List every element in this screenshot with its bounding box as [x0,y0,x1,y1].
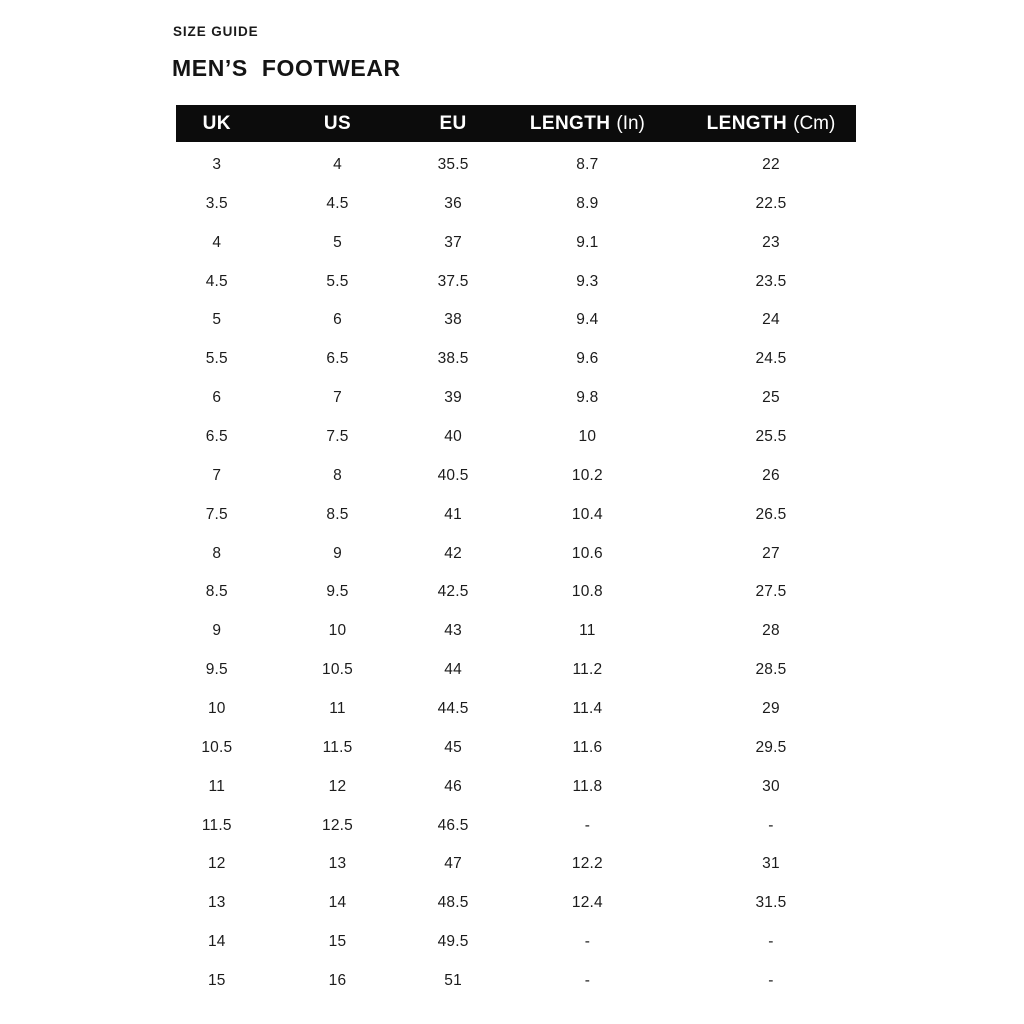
table-row [176,884,856,923]
cell-us: 5 [333,233,342,251]
cell-length-in: 9.1 [576,233,599,251]
cell-length-cm: 27 [762,544,780,562]
cell-eu: 47 [444,855,462,873]
cell-uk: 4.5 [205,272,228,290]
cell-eu: 39 [444,389,462,407]
cell-uk: 12 [207,855,226,873]
cell-length-in: 9.6 [576,350,599,368]
cell-us: 15 [328,933,347,951]
column-header-us [258,114,418,133]
cell-uk: 6 [212,389,222,407]
cell-length-in: 11.2 [572,661,603,679]
cell-uk: 5.5 [205,350,228,368]
cell-length-cm: 25 [762,389,780,407]
cell-length-in: 10.2 [571,466,603,484]
table-row [176,845,856,884]
cell-uk: 11.5 [201,816,232,834]
cell-us: 4 [333,156,342,174]
cell-length-in: 9.4 [576,311,599,329]
cell-uk: 13 [207,894,226,912]
table-header [176,105,856,142]
table-row [176,301,856,340]
table-row [176,573,856,612]
cell-length-cm: 29 [762,700,780,718]
cell-length-in: 11.8 [572,777,603,795]
cell-length-cm: 26.5 [755,505,787,523]
cell-uk: 9 [212,622,222,640]
table-row [176,262,856,301]
cell-length-cm: 22 [762,156,780,174]
cell-us: 16 [328,972,347,990]
cell-length-in: 8.9 [576,194,599,212]
table-row [176,418,856,457]
cell-length-in: - [584,972,591,990]
cell-eu: 49.5 [437,933,469,951]
cell-uk: 15 [207,972,226,990]
column-header-length-cm [686,114,856,133]
cell-length-in: 12.4 [571,894,603,912]
table-body [176,146,856,1001]
cell-length-cm: 23.5 [755,272,787,290]
cell-length-cm: 30 [762,777,780,795]
cell-eu: 37 [444,233,462,251]
cell-uk: 10 [207,700,226,718]
cell-length-cm: 24.5 [755,350,787,368]
cell-length-cm: 25.5 [755,428,787,446]
cell-length-in: 12.2 [571,855,603,873]
cell-eu: 40 [444,428,462,446]
column-header-uk [176,114,258,133]
table-row [176,534,856,573]
table-row [176,495,856,534]
cell-uk: 8 [212,544,222,562]
table-row [176,651,856,690]
cell-length-in: 10.8 [571,583,603,601]
column-header-length-in-label: LENGTH [529,113,611,134]
cell-length-in: 9.8 [576,389,599,407]
column-header-us-label: US [323,113,352,134]
column-header-uk-label: UK [202,113,231,134]
cell-eu: 44.5 [437,700,469,718]
column-header-length-cm-unit: (Cm) [793,113,836,134]
cell-length-cm: 29.5 [755,738,787,756]
cell-us: 5.5 [326,272,349,290]
cell-uk: 3.5 [205,194,228,212]
cell-length-cm: 28 [762,622,780,640]
cell-length-cm: 24 [762,311,780,329]
cell-uk: 14 [207,933,226,951]
cell-uk: 4 [212,233,222,251]
table-row [176,806,856,845]
cell-length-cm: 26 [762,466,780,484]
column-header-eu [417,114,488,133]
table-row [176,728,856,767]
cell-length-cm: - [768,933,774,951]
cell-uk: 10.5 [201,738,233,756]
cell-length-cm: 22.5 [755,194,787,212]
cell-us: 9 [333,544,342,562]
cell-eu: 48.5 [437,894,469,912]
cell-us: 4.5 [326,194,349,212]
cell-us: 10 [328,622,347,640]
table-row [176,612,856,651]
cell-uk: 9.5 [205,661,228,679]
table-row [176,379,856,418]
cell-eu: 42 [444,544,462,562]
cell-length-cm: - [768,816,774,834]
cell-eu: 35.5 [437,156,469,174]
page-title: MEN’S FOOTWEAR [172,55,401,81]
cell-uk: 7.5 [205,505,228,523]
cell-us: 7 [333,389,342,407]
cell-length-cm: 28.5 [755,661,787,679]
cell-uk: 7 [212,466,222,484]
column-header-length-cm-label: LENGTH [706,113,788,134]
cell-length-in: 10 [578,428,597,446]
cell-length-in: 10.4 [571,505,603,523]
cell-eu: 36 [444,194,462,212]
cell-length-in: - [584,933,591,951]
cell-length-in: 9.3 [576,272,599,290]
cell-us: 13 [328,855,347,873]
cell-us: 14 [328,894,347,912]
cell-uk: 3 [212,156,222,174]
cell-us: 8.5 [326,505,349,523]
cell-eu: 37.5 [437,272,469,290]
cell-eu: 40.5 [437,466,469,484]
cell-length-cm: 31.5 [755,894,787,912]
cell-eu: 46 [444,777,462,795]
table-row [176,456,856,495]
cell-eu: 42.5 [437,583,469,601]
table-row [176,184,856,223]
cell-eu: 41 [444,505,462,523]
table-row [176,962,856,1001]
cell-length-in: - [584,816,591,834]
cell-us: 6 [333,311,342,329]
table-row [176,767,856,806]
cell-length-in: 8.7 [576,156,599,174]
cell-us: 7.5 [326,428,349,446]
cell-us: 11 [329,700,346,718]
cell-us: 10.5 [322,661,353,679]
cell-us: 12 [328,777,347,795]
cell-us: 8 [333,466,342,484]
cell-uk: 8.5 [205,583,228,601]
cell-eu: 38 [444,311,462,329]
column-header-length-in-unit: (In) [616,113,645,134]
cell-length-in: 10.6 [571,544,603,562]
table-row [176,340,856,379]
table-row [176,146,856,185]
cell-length-cm: 31 [762,855,780,873]
cell-length-in: 11.6 [572,738,603,756]
cell-us: 12.5 [322,816,353,834]
cell-length-in: 11.4 [572,700,603,718]
column-header-eu-label: EU [439,113,467,134]
cell-us: 11.5 [322,738,353,756]
table-row [176,223,856,262]
cell-eu: 38.5 [437,350,469,368]
cell-uk: 5 [212,311,222,329]
cell-eu: 44 [444,661,462,679]
cell-length-cm: 27.5 [755,583,787,601]
column-header-length-in [489,114,686,133]
cell-us: 9.5 [326,583,349,601]
table-row [176,923,856,962]
cell-uk: 6.5 [205,428,228,446]
table-row [176,690,856,729]
eyebrow-label: SIZE GUIDE [173,24,259,39]
cell-eu: 45 [444,738,462,756]
cell-eu: 46.5 [437,816,469,834]
cell-length-cm: - [768,972,774,990]
cell-eu: 43 [444,622,462,640]
cell-length-in: 11 [579,622,596,640]
cell-length-cm: 23 [762,233,780,251]
cell-us: 6.5 [326,350,349,368]
cell-eu: 51 [444,972,462,990]
cell-uk: 11 [208,777,226,795]
